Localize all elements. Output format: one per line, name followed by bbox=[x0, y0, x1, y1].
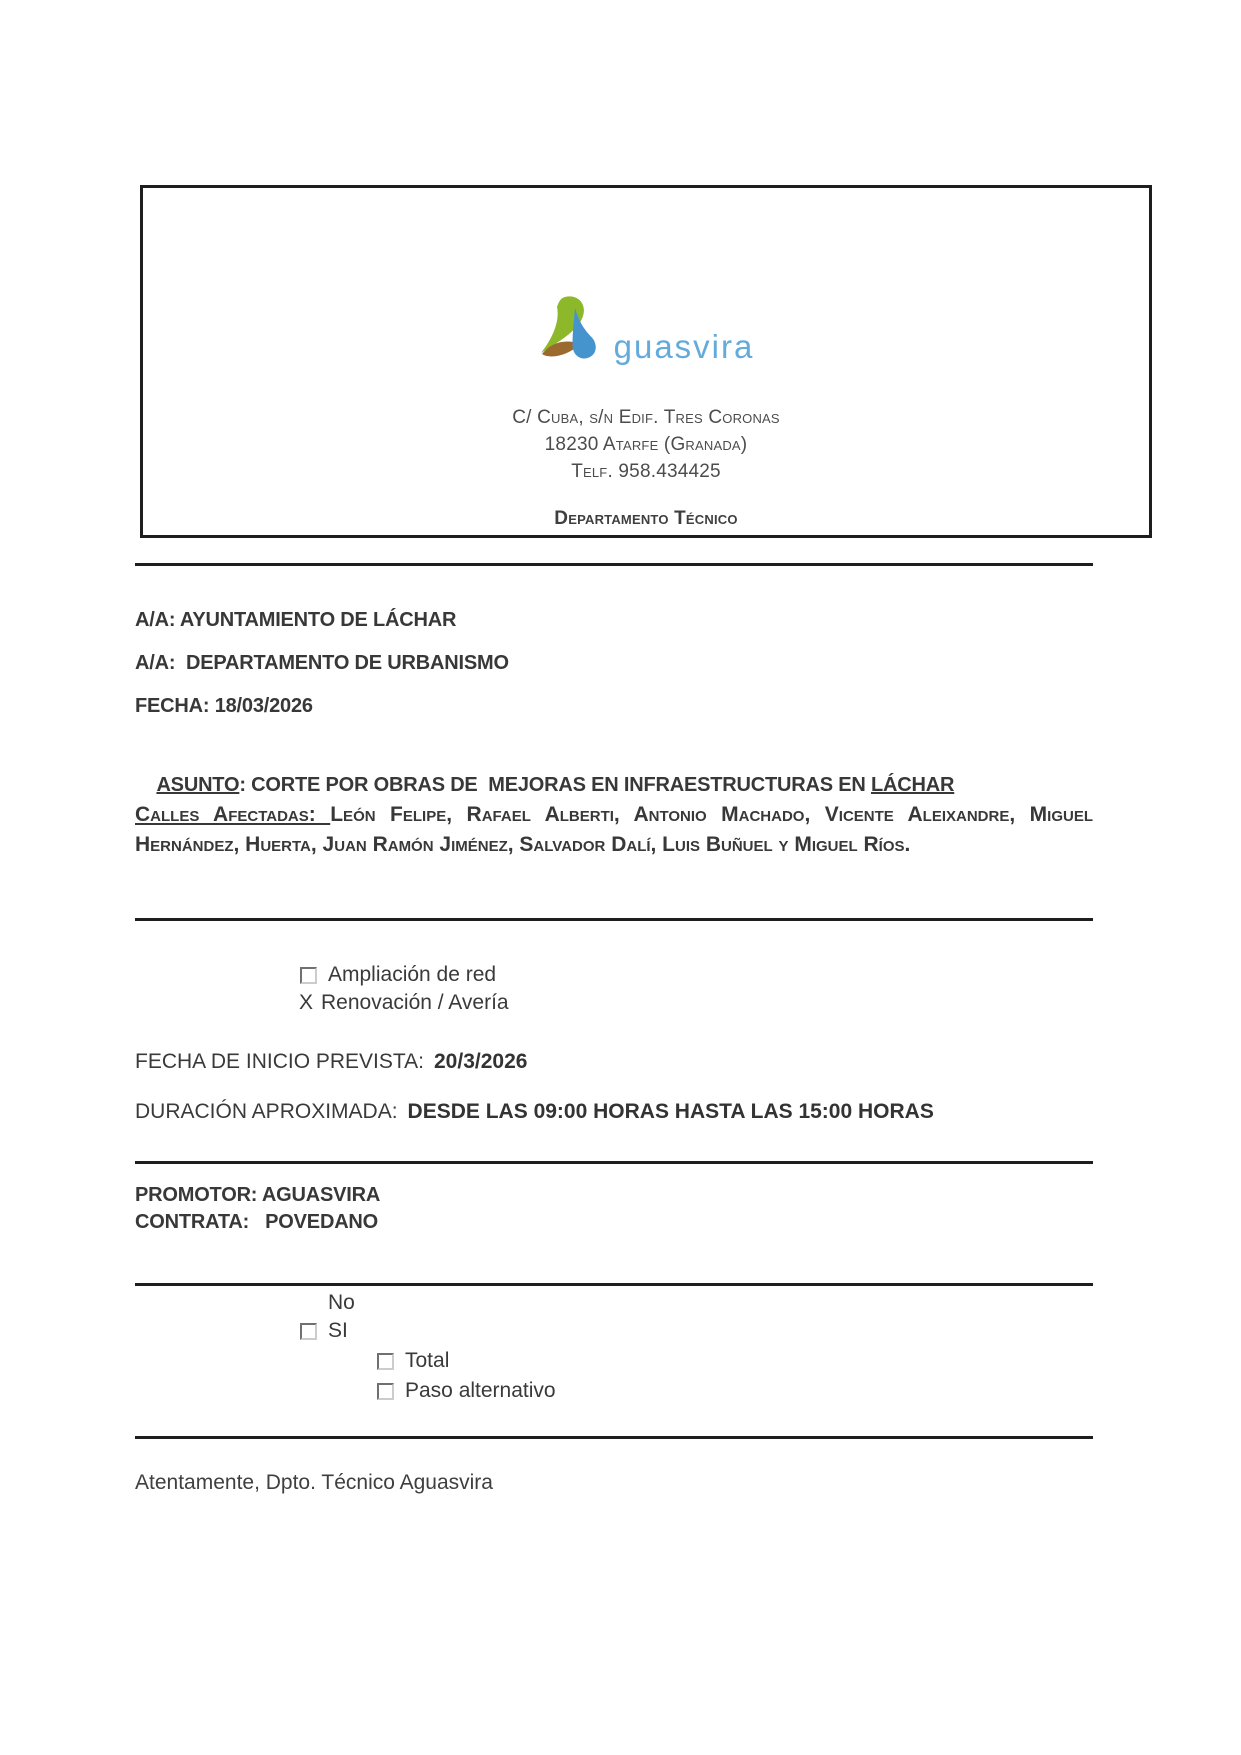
closure-total-row bbox=[377, 1347, 449, 1375]
ampliacion-checkbox[interactable] bbox=[300, 967, 317, 984]
closure-alt-label: Paso alternativo bbox=[405, 1379, 556, 1402]
aguasvira-logo bbox=[143, 293, 1149, 365]
subject-separator: : bbox=[239, 774, 252, 796]
paso-alternativo-checkbox[interactable] bbox=[377, 1383, 394, 1400]
department-title: Departamento Técnico bbox=[554, 508, 738, 529]
recipient-line-2: A/A: DEPARTAMENTO DE URBANISMO bbox=[135, 652, 509, 674]
subject-label: ASUNTO bbox=[156, 774, 240, 796]
divider-2 bbox=[135, 918, 1093, 921]
renovacion-label: Renovación / Avería bbox=[321, 991, 509, 1014]
parties-block bbox=[135, 1182, 380, 1236]
closure-si-row bbox=[300, 1317, 348, 1345]
affected-streets-list: León Felipe, Rafael Alberti, Antonio Machado, Vicente Aleixandre, Miguel Hernández, Huerta, Juan Ramón Jiménez, Salvador Dalí, Luis Buñuel y Miguel Ríos. bbox=[135, 803, 1093, 856]
letterhead-box bbox=[140, 185, 1152, 538]
company-address bbox=[143, 404, 1149, 485]
divider-4 bbox=[135, 1283, 1093, 1286]
duration-line bbox=[135, 1098, 934, 1126]
start-date-value: 20/3/2026 bbox=[434, 1050, 528, 1073]
promotor-line: PROMOTOR: AGUASVIRA bbox=[135, 1184, 381, 1206]
closure-si-label: SI bbox=[328, 1319, 348, 1342]
affected-streets-paragraph bbox=[135, 800, 1093, 860]
aguasvira-logo-icon bbox=[538, 295, 600, 361]
total-checkbox[interactable] bbox=[377, 1353, 394, 1370]
duration-label: DURACIÓN APROXIMADA: bbox=[135, 1100, 398, 1123]
address-line-phone: Telf. 958.434425 bbox=[571, 461, 721, 482]
option-ampliacion-row bbox=[300, 961, 496, 989]
divider-5 bbox=[135, 1436, 1093, 1439]
ampliacion-label: Ampliación de red bbox=[328, 963, 497, 986]
closure-alt-row bbox=[377, 1377, 556, 1405]
x-mark: X bbox=[299, 991, 314, 1014]
si-checkbox[interactable] bbox=[300, 1323, 317, 1340]
start-date-label: FECHA DE INICIO PREVISTA: bbox=[135, 1050, 424, 1073]
affected-streets-label: Calles Afectadas: bbox=[135, 803, 331, 826]
divider-3 bbox=[135, 1161, 1093, 1164]
contrata-line: CONTRATA: POVEDANO bbox=[135, 1211, 379, 1233]
closure-no-row bbox=[328, 1289, 355, 1317]
closure-total-label: Total bbox=[405, 1349, 450, 1372]
waterdrop-icon bbox=[572, 308, 595, 359]
signoff-line: Atentamente, Dpto. Técnico Aguasvira bbox=[135, 1471, 493, 1494]
address-line-city: 18230 Atarfe (Granada) bbox=[544, 434, 748, 455]
aguasvira-logo-text: guasvira bbox=[613, 327, 755, 365]
start-date-line bbox=[135, 1048, 527, 1076]
subject-place: LÁCHAR bbox=[871, 774, 955, 796]
subject-text: CORTE POR OBRAS DE MEJORAS EN INFRAESTRUCTURAS EN bbox=[251, 774, 872, 796]
recipient-line-1: A/A: AYUNTAMIENTO DE LÁCHAR bbox=[135, 609, 457, 631]
closure-no-label: No bbox=[328, 1291, 355, 1314]
divider-1 bbox=[135, 563, 1093, 566]
duration-value: DESDE LAS 09:00 HORAS HASTA LAS 15:00 HORAS bbox=[407, 1100, 934, 1123]
option-renovacion-row bbox=[299, 989, 509, 1017]
date-line: FECHA: 18/03/2026 bbox=[135, 695, 313, 717]
address-line-street: C/ Cuba, s/n Edif. Tres Coronas bbox=[512, 407, 780, 428]
